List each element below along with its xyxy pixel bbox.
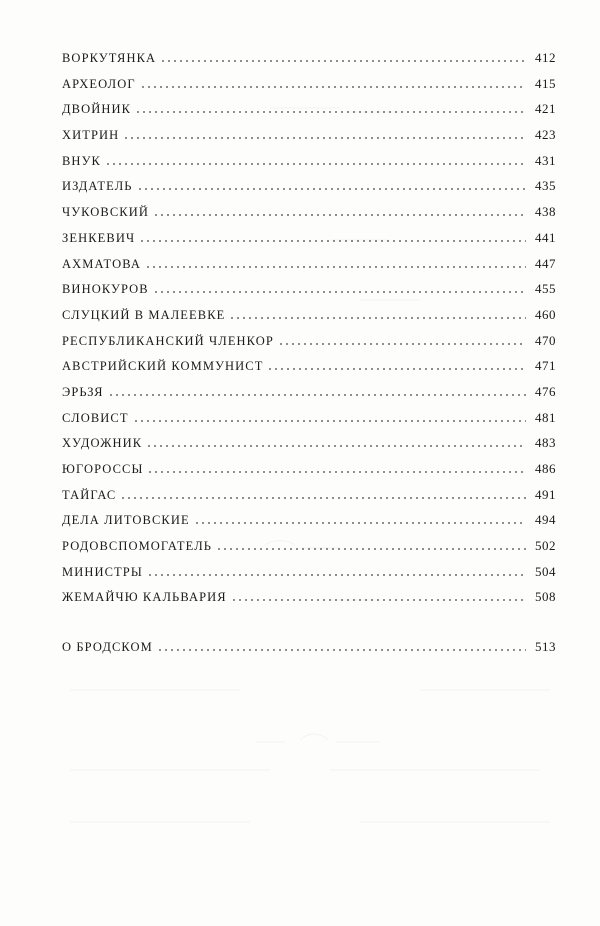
toc-entry-title: ЧУКОВСКИЙ	[62, 205, 149, 220]
toc-entry	[62, 199, 556, 225]
toc-entry-page-number: 481	[535, 409, 556, 425]
toc-entry	[62, 353, 556, 379]
dot-leader	[105, 152, 526, 166]
toc-entry-title: ХУДОЖНИК	[62, 436, 143, 451]
toc-entry-page-number: 476	[535, 383, 556, 399]
dot-leader	[137, 177, 526, 191]
toc-entry	[62, 122, 556, 148]
dot-leader	[278, 332, 526, 346]
dot-leader	[267, 357, 526, 371]
dot-leader	[120, 486, 526, 500]
toc-entry	[62, 45, 556, 71]
toc-entry	[62, 328, 556, 354]
dot-leader	[157, 638, 526, 652]
toc-entry-title: СЛУЦКИЙ В МАЛЕЕВКЕ	[62, 307, 226, 322]
dot-leader	[147, 563, 526, 577]
toc-entry-page-number: 508	[535, 589, 556, 605]
table-of-contents	[62, 45, 556, 660]
dot-leader	[140, 75, 526, 89]
toc-entry-title: О БРОДСКОМ	[62, 640, 153, 655]
toc-entry-page-number: 504	[535, 563, 556, 579]
toc-entry-title: ДВОЙНИК	[62, 102, 132, 117]
dot-leader	[153, 203, 526, 217]
dot-leader	[153, 280, 526, 294]
toc-entry	[62, 559, 556, 585]
toc-entry-title: АВСТРИЙСКИЙ КОММУНИСТ	[62, 359, 264, 374]
toc-entry	[62, 302, 556, 328]
toc-entry-page-number: 471	[535, 358, 556, 374]
toc-entry-title: ВНУК	[62, 153, 101, 168]
toc-entry-title: РЕСПУБЛИКАНСКИЙ ЧЛЕНКОР	[62, 333, 274, 348]
toc-entry	[62, 482, 556, 508]
toc-entry-title: ЮГОРОССЫ	[62, 462, 144, 476]
toc-entry	[62, 584, 556, 610]
toc-entry-title: ХИТРИН	[62, 128, 120, 143]
toc-entry-title: ЭРЬЗЯ	[62, 384, 104, 399]
toc-entry	[62, 405, 556, 431]
toc-entry-page-number: 513	[535, 639, 556, 655]
toc-entry-page-number: 447	[535, 255, 556, 271]
toc-entry	[62, 251, 556, 277]
dot-leader	[145, 255, 526, 269]
toc-entry	[62, 430, 556, 456]
toc-entry-page-number: 494	[535, 512, 556, 528]
toc-entry-page-number: 431	[535, 152, 556, 168]
toc-entry-page-number: 455	[535, 281, 556, 297]
toc-entry	[62, 507, 556, 533]
toc-entry-page-number: 470	[535, 332, 556, 348]
toc-entry-title: ВИНОКУРОВ	[62, 282, 149, 297]
toc-entry-title: АХМАТОВА	[62, 256, 141, 271]
toc-entry-page-number: 421	[535, 101, 556, 117]
toc-entry-title: РОДОВСПОМОГАТЕЛЬ	[62, 539, 213, 554]
dot-leader	[139, 229, 526, 243]
toc-entry-title: МИНИСТРЫ	[62, 564, 143, 579]
toc-entry	[62, 533, 556, 559]
toc-entry-title: ЗЕНКЕВИЧ	[62, 230, 136, 245]
toc-entry-title: АРХЕОЛОГ	[62, 76, 136, 91]
toc-entry	[62, 276, 556, 302]
toc-entry-title: ВОРКУТЯНКА	[62, 51, 157, 65]
toc-entry	[62, 71, 556, 97]
toc-entry-page-number: 435	[535, 178, 556, 194]
dot-leader	[194, 511, 526, 525]
toc-entry	[62, 148, 556, 174]
toc-entry-final	[62, 634, 556, 660]
dot-leader	[108, 383, 526, 397]
toc-entry-title: ИЗДАТЕЛЬ	[62, 179, 133, 194]
toc-entry-page-number: 441	[535, 229, 556, 245]
dot-leader	[231, 588, 526, 602]
toc-entry-title: ДЕЛА ЛИТОВСКИЕ	[62, 513, 190, 528]
toc-entry	[62, 225, 556, 251]
toc-entry-title: ЖЕМАЙЧЮ КАЛЬВАРИЯ	[62, 590, 227, 605]
toc-entry-page-number: 423	[535, 127, 556, 143]
dot-leader	[147, 460, 526, 474]
toc-entry-page-number: 460	[535, 306, 556, 322]
toc-entry-page-number: 483	[535, 435, 556, 451]
toc-entry-title: СЛОВИСТ	[62, 410, 129, 425]
toc-entry	[62, 379, 556, 405]
dot-leader	[216, 537, 526, 551]
dot-leader	[146, 434, 526, 448]
toc-entry-page-number: 438	[535, 204, 556, 220]
toc-entry	[62, 173, 556, 199]
dot-leader	[123, 126, 526, 140]
toc-entry-page-number: 486	[535, 461, 556, 476]
toc-entry	[62, 96, 556, 122]
toc-entry-title: ТАЙГАС	[62, 487, 117, 502]
dot-leader	[133, 409, 526, 423]
dot-leader	[229, 306, 526, 320]
dot-leader	[160, 49, 526, 63]
toc-entry	[62, 456, 556, 482]
toc-entry-page-number: 502	[535, 538, 556, 554]
toc-entry-page-number: 491	[535, 486, 556, 502]
toc-entry-page-number: 415	[535, 75, 556, 91]
dot-leader	[135, 100, 526, 114]
toc-entry-page-number: 412	[535, 50, 556, 65]
